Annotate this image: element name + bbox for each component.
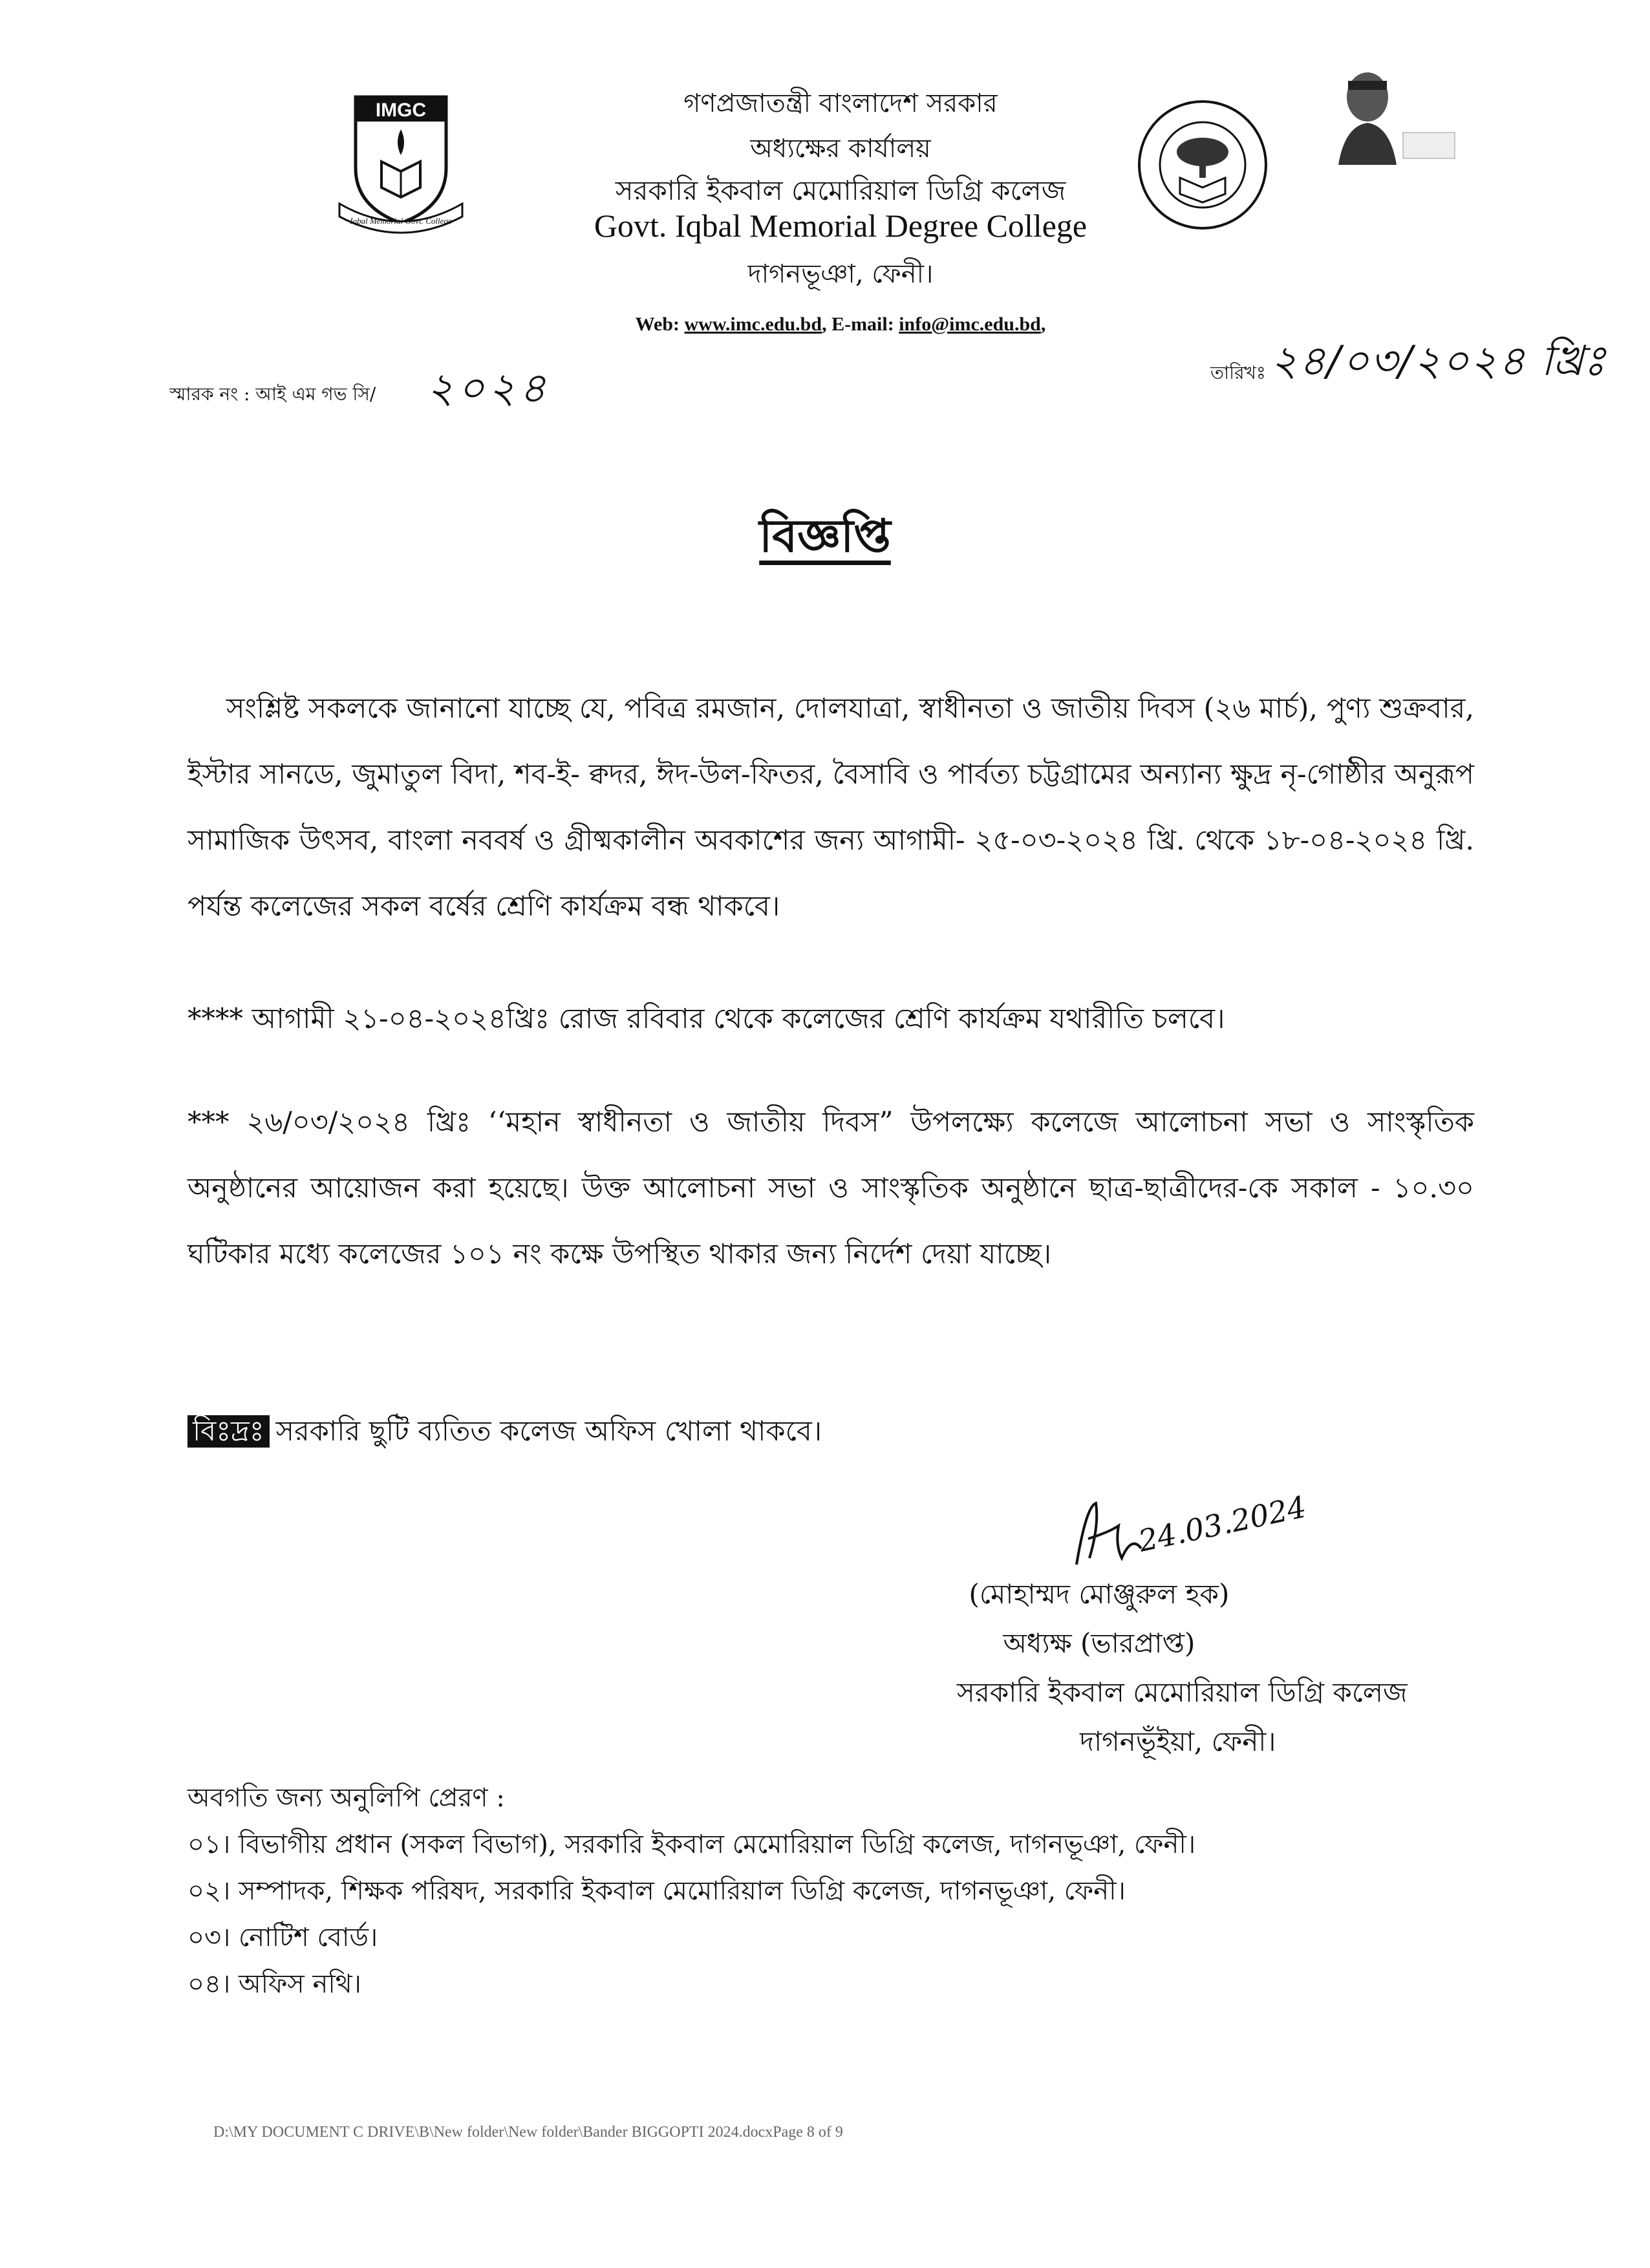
note-text: সরকারি ছুটি ব্যতিত কলেজ অফিস খোলা থাকবে। <box>275 1415 822 1448</box>
svg-text:24.03.2024: 24.03.2024 <box>1135 1489 1309 1559</box>
date-value: ২৪/০৩/২০২৪ খ্রিঃ <box>1270 337 1607 385</box>
header-office: অধ্যক্ষের কার্যালয় <box>750 134 931 164</box>
website-link[interactable]: www.imc.edu.bd <box>684 314 822 335</box>
circular-seal <box>1135 97 1270 233</box>
web-label: Web: <box>635 314 680 335</box>
note-tag: বিঃদ্রঃ <box>188 1415 270 1448</box>
portrait-emblem <box>1325 68 1461 171</box>
notice-paragraph-1: সংশ্লিষ্ট সকলকে জানানো যাচ্ছে যে, পবিত্র রমজান, দোলযাত্রা, স্বাধীনতা ও জাতীয় দিবস (২৬ মার্চ), পুণ্য শুক্রবার, ইস্টার সানডে, জুমাতুল বিদা, শব-ই- ক্বদর, ঈদ-উল-ফিতর, বৈসাবি ও পার্বত্য চট্টগ্রামের অন্যান্য ক্ষুদ্র নৃ-গোষ্ঠীর অনুরূপ সামাজিক উৎসব, বাংলা নববর্ষ ও গ্রীষ্মকালীন অবকাশের জন্য আগামী- ২৫-০৩-২০২৪ খ্রি. থেকে ১৮-০৪-২০২৪ খ্রি. পর্যন্ত কলেজের সকল বর্ষের শ্রেণি কার্যক্রম বন্ধ থাকবে। <box>188 692 1474 923</box>
copy-item: ০৪। অফিস নথি। <box>188 1969 361 1999</box>
notice-paragraph-2: **** আগামী ২১-০৪-২০২৪খ্রিঃ রোজ রবিবার থেকে কলেজের শ্রেণি কার্যক্রম যথারীতি চলবে। <box>188 1003 1225 1035</box>
copy-item: ০৩। নোটিশ বোর্ড। <box>188 1923 378 1952</box>
memo-number-label: স্মারক নং : আই এম গভ সি/ <box>169 383 376 405</box>
college-logo <box>336 84 466 239</box>
memo-number-value: ২০২৪ <box>427 365 550 412</box>
email-suffix: , <box>1040 314 1046 335</box>
signatory-location: দাগনভূঁইয়া, ফেনী। <box>1080 1726 1276 1757</box>
signature-institution-block <box>957 1668 1474 1717</box>
email-label: , E-mail: <box>822 314 894 335</box>
header-government: গণপ্রজাতন্ত্রী বাংলাদেশ সরকার <box>683 89 998 118</box>
document-footer: D:\MY DOCUMENT C DRIVE\B\New folder\New folder\Bander BIGGOPTI 2024.docxPage 8 of 9 <box>213 2124 843 2141</box>
signatory-name: (মোহাম্মদ মোঞ্জুরুল হক) <box>969 1578 1230 1610</box>
header-college-en: Govt. Iqbal Memorial Degree College <box>594 208 1088 244</box>
logo-ribbon-text: Iqbal Memorial Govt. College <box>350 216 452 226</box>
notice-paragraph-3: *** ২৬/০৩/২০২৪ খ্রিঃ ‘‘মহান স্বাধীনতা ও জাতীয় দিবস” উপলক্ষ্যে কলেজে আলোচনা সভা ও সাংস্কৃতিক অনুষ্ঠানের আয়োজন করা হয়েছে। উক্ত আলোচনা সভা ও সাংস্কৃতিক অনুষ্ঠানে ছাত্র-ছাত্রীদের-কে সকাল - ১০.৩০ ঘটিকার মধ্যে কলেজের ১০১ নং কক্ষে উপস্থিত থাকার জন্য নির্দেশ দেয়া যাচ্ছে। <box>188 1106 1474 1270</box>
header-location: দাগনভূঞা, ফেনী। <box>747 259 934 289</box>
signature-block <box>905 1570 1293 1668</box>
copy-item: ০২। সম্পাদক, শিক্ষক পরিষদ, সরকারি ইকবাল মেমোরিয়াল ডিগ্রি কলেজ, দাগনভূঞা, ফেনী। <box>188 1876 1126 1906</box>
signatory-institution: সরকারি ইকবাল মেমোরিয়াল ডিগ্রি কলেজ <box>957 1676 1408 1708</box>
note-line <box>188 1411 822 1457</box>
svg-text:IMGC: IMGC <box>375 100 427 121</box>
copies-list <box>188 1775 1195 2007</box>
header-contact <box>453 314 1228 336</box>
signature-location-block <box>1080 1717 1468 1766</box>
header-college-bn: সরকারি ইকবাল মেমোরিয়াল ডিগ্রি কলেজ <box>615 175 1066 206</box>
email-link[interactable]: info@imc.edu.bd <box>899 314 1041 335</box>
notice-title-text: বিজ্ঞপ্তি <box>759 509 891 562</box>
notice-title <box>647 501 1003 577</box>
copy-item: ০১। বিভাগীয় প্রধান (সকল বিভাগ), সরকারি ইকবাল মেমোরিয়াল ডিগ্রি কলেজ, দাগনভূঞা, ফেনী। <box>188 1830 1196 1859</box>
signatory-designation: অধ্যক্ষ (ভারপ্রাপ্ত) <box>1003 1627 1195 1659</box>
copies-heading: অবগতি জন্য অনুলিপি প্রেরণ : <box>188 1783 505 1813</box>
date-label: তারিখঃ <box>1210 362 1266 383</box>
